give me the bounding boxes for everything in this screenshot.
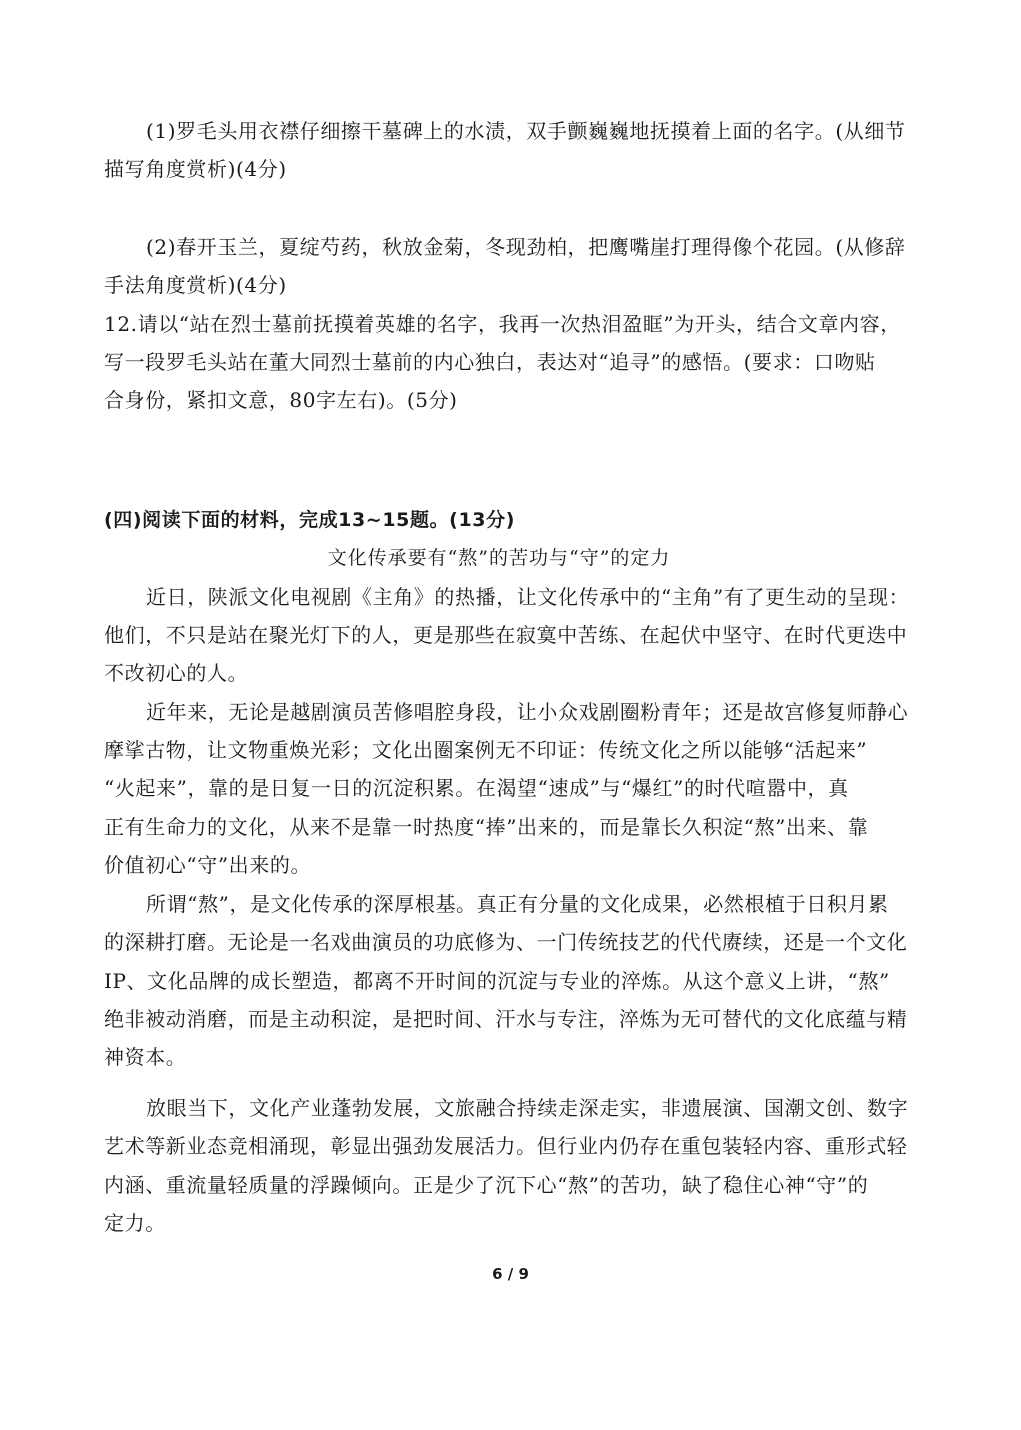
question-11-2-line-1: (2)春开玉兰，夏绽芍药，秋放金菊，冬现劲柏，把鹰嘴崖打理得像个花园。(从修辞 — [146, 235, 906, 259]
question-11-1-line-2: 描写角度赏析)(4分) — [104, 157, 287, 181]
paragraph-4-line-3: 内涵、重流量轻质量的浮躁倾向。正是少了沉下心“熬”的苦功，缺了稳住心神“守”的 — [104, 1173, 869, 1197]
page-number: 6 / 9 — [492, 1265, 529, 1283]
paragraph-3-line-4: 绝非被动消磨，而是主动积淀，是把时间、汗水与专注，淬炼为无可替代的文化底蕴与精 — [104, 1007, 908, 1031]
question-12-line-2: 写一段罗毛头站在董大同烈士墓前的内心独白，表达对“追寻”的感悟。(要求：口吻贴 — [104, 350, 876, 374]
section-4-heading: (四)阅读下面的材料，完成13~15题。(13分) — [104, 509, 515, 531]
paragraph-4-line-1: 放眼当下，文化产业蓬勃发展，文旅融合持续走深走实，非遗展演、国潮文创、数字 — [146, 1096, 909, 1120]
paragraph-1-line-1: 近日，陕派文化电视剧《主角》的热播，让文化传承中的“主角”有了更生动的呈现： — [146, 585, 910, 609]
paragraph-3-line-3: IP、文化品牌的成长塑造，都离不开时间的沉淀与专业的淬炼。从这个意义上讲，“熬” — [104, 969, 890, 993]
paragraph-1-line-3: 不改初心的人。 — [104, 661, 249, 685]
paragraph-2-line-5: 价值初心“守”出来的。 — [104, 853, 312, 877]
paragraph-1-line-2: 他们，不只是站在聚光灯下的人，更是那些在寂寞中苦练、在起伏中坚守、在时代更迭中 — [104, 623, 908, 647]
question-11-1-line-1: (1)罗毛头用衣襟仔细擦干墓碑上的水渍，双手颤巍巍地抚摸着上面的名字。(从细节 — [146, 119, 906, 143]
article-title: 文化传承要有“熬”的苦功与“守”的定力 — [327, 547, 671, 569]
paragraph-2-line-1: 近年来，无论是越剧演员苦修唱腔身段，让小众戏剧圈粉青年；还是故宫修复师静心 — [146, 700, 909, 724]
paragraph-3-line-2: 的深耕打磨。无论是一名戏曲演员的功底修为、一门传统技艺的代代赓续，还是一个文化 — [104, 930, 908, 954]
question-11-2-line-2: 手法角度赏析)(4分) — [104, 273, 287, 297]
paragraph-2-line-4: 正有生命力的文化，从来不是靠一时热度“捧”出来的，而是靠长久积淀“熬”出来、靠 — [104, 815, 869, 839]
paragraph-4-line-4: 定力。 — [104, 1211, 166, 1235]
question-12-line-1: 12.请以“站在烈士墓前抚摸着英雄的名字，我再一次热泪盈眶”为开头，结合文章内容， — [104, 312, 901, 336]
paragraph-3-line-1: 所谓“熬”，是文化传承的深厚根基。真正有分量的文化成果，必然根植于日积月累 — [146, 892, 889, 916]
paragraph-2-line-2: 摩挲古物，让文物重焕光彩；文化出圈案例无不印证：传统文化之所以能够“活起来” — [104, 738, 868, 762]
paragraph-3-line-5: 神资本。 — [104, 1045, 187, 1069]
paragraph-4-line-2: 艺术等新业态竞相涌现，彰显出强劲发展活力。但行业内仍存在重包装轻内容、重形式轻 — [104, 1134, 908, 1158]
question-12-line-3: 合身份，紧扣文意，80字左右)。(5分) — [104, 388, 458, 412]
paragraph-2-line-3: “火起来”，靠的是日复一日的沉淀积累。在渴望“速成”与“爆红”的时代喧嚣中，真 — [104, 776, 849, 800]
